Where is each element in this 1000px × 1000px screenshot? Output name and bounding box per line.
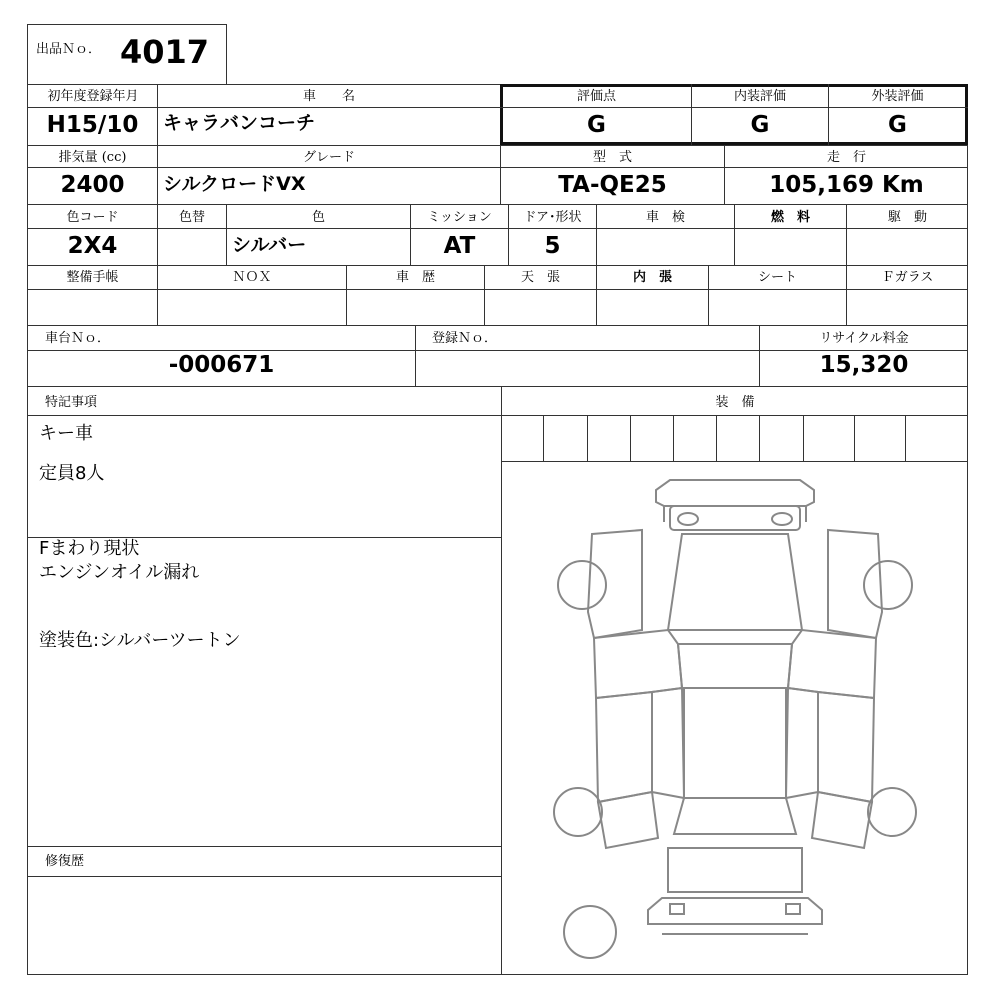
grade-label: グレード <box>302 150 355 165</box>
inspection-label: 車 検 <box>645 210 685 225</box>
displacement-label: 排気量 (cc) <box>58 150 127 165</box>
special-note-2: 定員8人 <box>39 463 105 484</box>
first-reg-value: H15/10 <box>46 112 139 138</box>
vehicle-diagram <box>502 462 968 974</box>
chassis-label: 車台Ｎｏ． <box>45 331 111 346</box>
history-label: 車 歴 <box>395 270 435 285</box>
displacement-value: 2400 <box>60 172 125 198</box>
car-name-value: キャラバンコーチ <box>163 112 316 134</box>
inner-label: 内 張 <box>632 270 672 285</box>
chassis-value: -000671 <box>168 352 275 378</box>
score-value: G <box>587 112 606 138</box>
lot-number: 4017 <box>120 33 210 71</box>
drive-label: 駆 動 <box>887 210 927 225</box>
door-value: 5 <box>544 233 561 259</box>
exterior-label: 外装評価 <box>871 89 924 104</box>
door-label: ドア･形状 <box>523 210 582 225</box>
mileage-label: 走 行 <box>826 150 866 165</box>
special-note-1: キー車 <box>39 423 93 444</box>
mission-label: ミッション <box>427 210 492 225</box>
car-name-label: 車 名 <box>302 89 355 104</box>
lot-label: 出品Ｎｏ． <box>36 42 102 57</box>
color-code-value: 2X4 <box>67 233 118 259</box>
seat-label: シート <box>757 270 797 285</box>
roof-label: 天 張 <box>520 270 560 285</box>
first-reg-label: 初年度登録年月 <box>47 89 139 104</box>
color-value: シルバー <box>232 234 307 256</box>
exterior-value: G <box>888 112 907 138</box>
condition-note-1: Fまわり現状 <box>39 538 140 559</box>
service-book-label: 整備手帳 <box>66 270 119 285</box>
color-label: 色 <box>311 210 325 225</box>
grade-value: シルクロードVX <box>163 173 306 195</box>
score-label: 評価点 <box>576 89 616 104</box>
repair-history-label: 修復歴 <box>45 854 85 869</box>
reg-no-label: 登録Ｎｏ． <box>432 331 498 346</box>
interior-value: G <box>750 112 770 138</box>
mileage-value: 105,169 Km <box>769 172 924 198</box>
mission-value: AT <box>443 233 476 259</box>
condition-note-2: エンジンオイル漏れ <box>39 562 200 583</box>
model-label: 型 式 <box>592 150 632 165</box>
color-code-label: 色コード <box>66 210 119 225</box>
recycle-label: リサイクル料金 <box>819 331 909 346</box>
recycle-value: 15,320 <box>819 352 909 378</box>
model-value: TA-QE25 <box>558 172 667 198</box>
repaint-label: 色替 <box>178 210 205 225</box>
equipment-label: 装 備 <box>715 395 755 410</box>
nox-label: ＮＯＸ <box>232 270 272 285</box>
interior-label: 内装評価 <box>733 89 786 104</box>
condition-note-3: 塗装色:シルバーツートン <box>39 630 241 651</box>
special-notes-label: 特記事項 <box>45 395 98 410</box>
fuel-label: 燃 料 <box>770 210 810 225</box>
fglass-label: Ｆガラス <box>881 270 934 285</box>
